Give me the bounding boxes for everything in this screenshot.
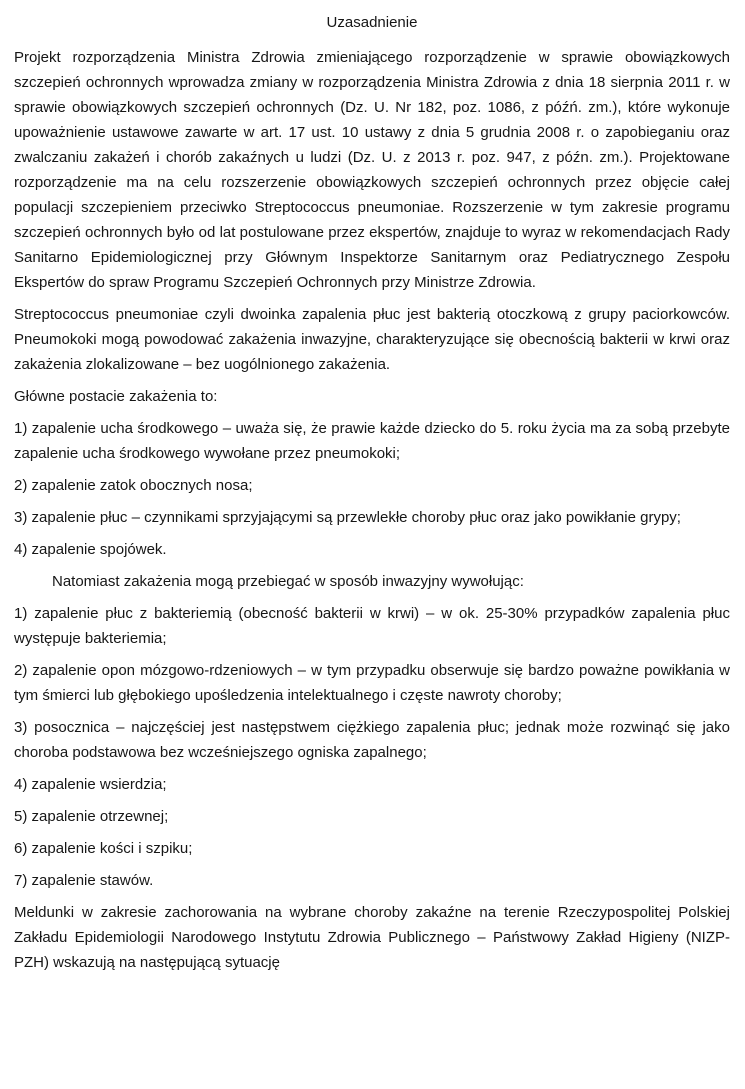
list-item: 7) zapalenie stawów.: [14, 872, 154, 889]
list-item: 2) zapalenie zatok obocznych nosa;: [14, 477, 253, 494]
list-item: 2) zapalenie opon mózgowo-rdzeniowych – w tym przypadku obserwuje się bardzo poważne powikłania w tym śmierci lub głębokiego upośledzenia intelektualnego i częste nawroty choroby;: [14, 662, 730, 704]
invasive-infections-heading: Natomiast zakażenia mogą przebiegać w sposób inwazyjny wywołując:: [52, 573, 524, 590]
list-item: 4) zapalenie wsierdzia;: [14, 776, 167, 793]
document-title: Uzasadnienie: [326, 14, 418, 31]
list-item: 1) zapalenie płuc z bakteriemią (obecność bakterii w krwi) – w ok. 25-30% przypadków zapalenia płuc występuje bakteriemia;: [14, 605, 730, 647]
list-item: 4) zapalenie spojówek.: [14, 541, 167, 558]
bacteria-description-paragraph: Streptococcus pneumoniae czyli dwoinka zapalenia płuc jest bakterią otoczkową z grupy paciorkowców. Pneumokoki mogą powodować zakażenia inwazyjne, charakteryzujące się obecnością bakterii w krwi oraz zakażenia zlokalizowane – bez uogólnionego zakażenia.: [14, 306, 730, 373]
localized-infections-heading: Główne postacie zakażenia to:: [14, 388, 218, 405]
closing-paragraph: Meldunki w zakresie zachorowania na wybrane choroby zakaźne na terenie Rzeczypospolitej Polskiej Zakładu Epidemiologii Narodowego Instytutu Zdrowia Publicznego – Państwowy Zakład Higieny (NIZP-PZH) wskazują na następującą sytuację: [14, 904, 730, 971]
list-item: 3) posocznica – najczęściej jest następstwem ciężkiego zapalenia płuc; jednak może rozwinąć się jako choroba podstawowa bez wcześniejszego ogniska zapalnego;: [14, 719, 730, 761]
list-item: 3) zapalenie płuc – czynnikami sprzyjającymi są przewlekłe choroby płuc oraz jako powikłanie grypy;: [14, 509, 681, 526]
list-item: 5) zapalenie otrzewnej;: [14, 808, 169, 825]
list-item: 1) zapalenie ucha środkowego – uważa się, że prawie każde dziecko do 5. roku życia ma za sobą przebyte zapalenie ucha środkowego wywołane przez pneumokoki;: [14, 420, 730, 462]
list-item: 6) zapalenie kości i szpiku;: [14, 840, 193, 857]
intro-paragraph: Projekt rozporządzenia Ministra Zdrowia zmieniającego rozporządzenie w sprawie obowiązkowych szczepień ochronnych wprowadza zmiany w rozporządzenia Ministra Zdrowia z dnia 18 sierpnia 2011 r. w sprawie obowiązkowych szczepień ochronnych (Dz. U. Nr 182, poz. 1086, z późń. zm.), które wykonuje upoważnienie ustawowe zawarte w art. 17 ust. 10 ustawy z dnia 5 grudnia 2008 r. o zapobieganiu oraz zwalczaniu zakażeń i chorób zakaźnych u ludzi (Dz. U. z 2013 r. poz. 947, z późn. zm.). Projektowane rozporządzenie ma na celu rozszerzenie obowiązkowych szczepień ochronnych przez objęcie całej populacji szczepieniem przeciwko Streptococcus pneumoniae. Rozszerzenie w tym zakresie programu szczepień ochronnych było od lat postulowane przez ekspertów, znajduje to wyraz w rekomendacjach Rady Sanitarno Epidemiologicznej przy Głównym Inspektorze Sanitarnym oraz Pediatrycznego Zespołu Ekspertów do spraw Programu Szczepień Ochronnych przy Ministrze Zdrowia.: [14, 49, 730, 291]
